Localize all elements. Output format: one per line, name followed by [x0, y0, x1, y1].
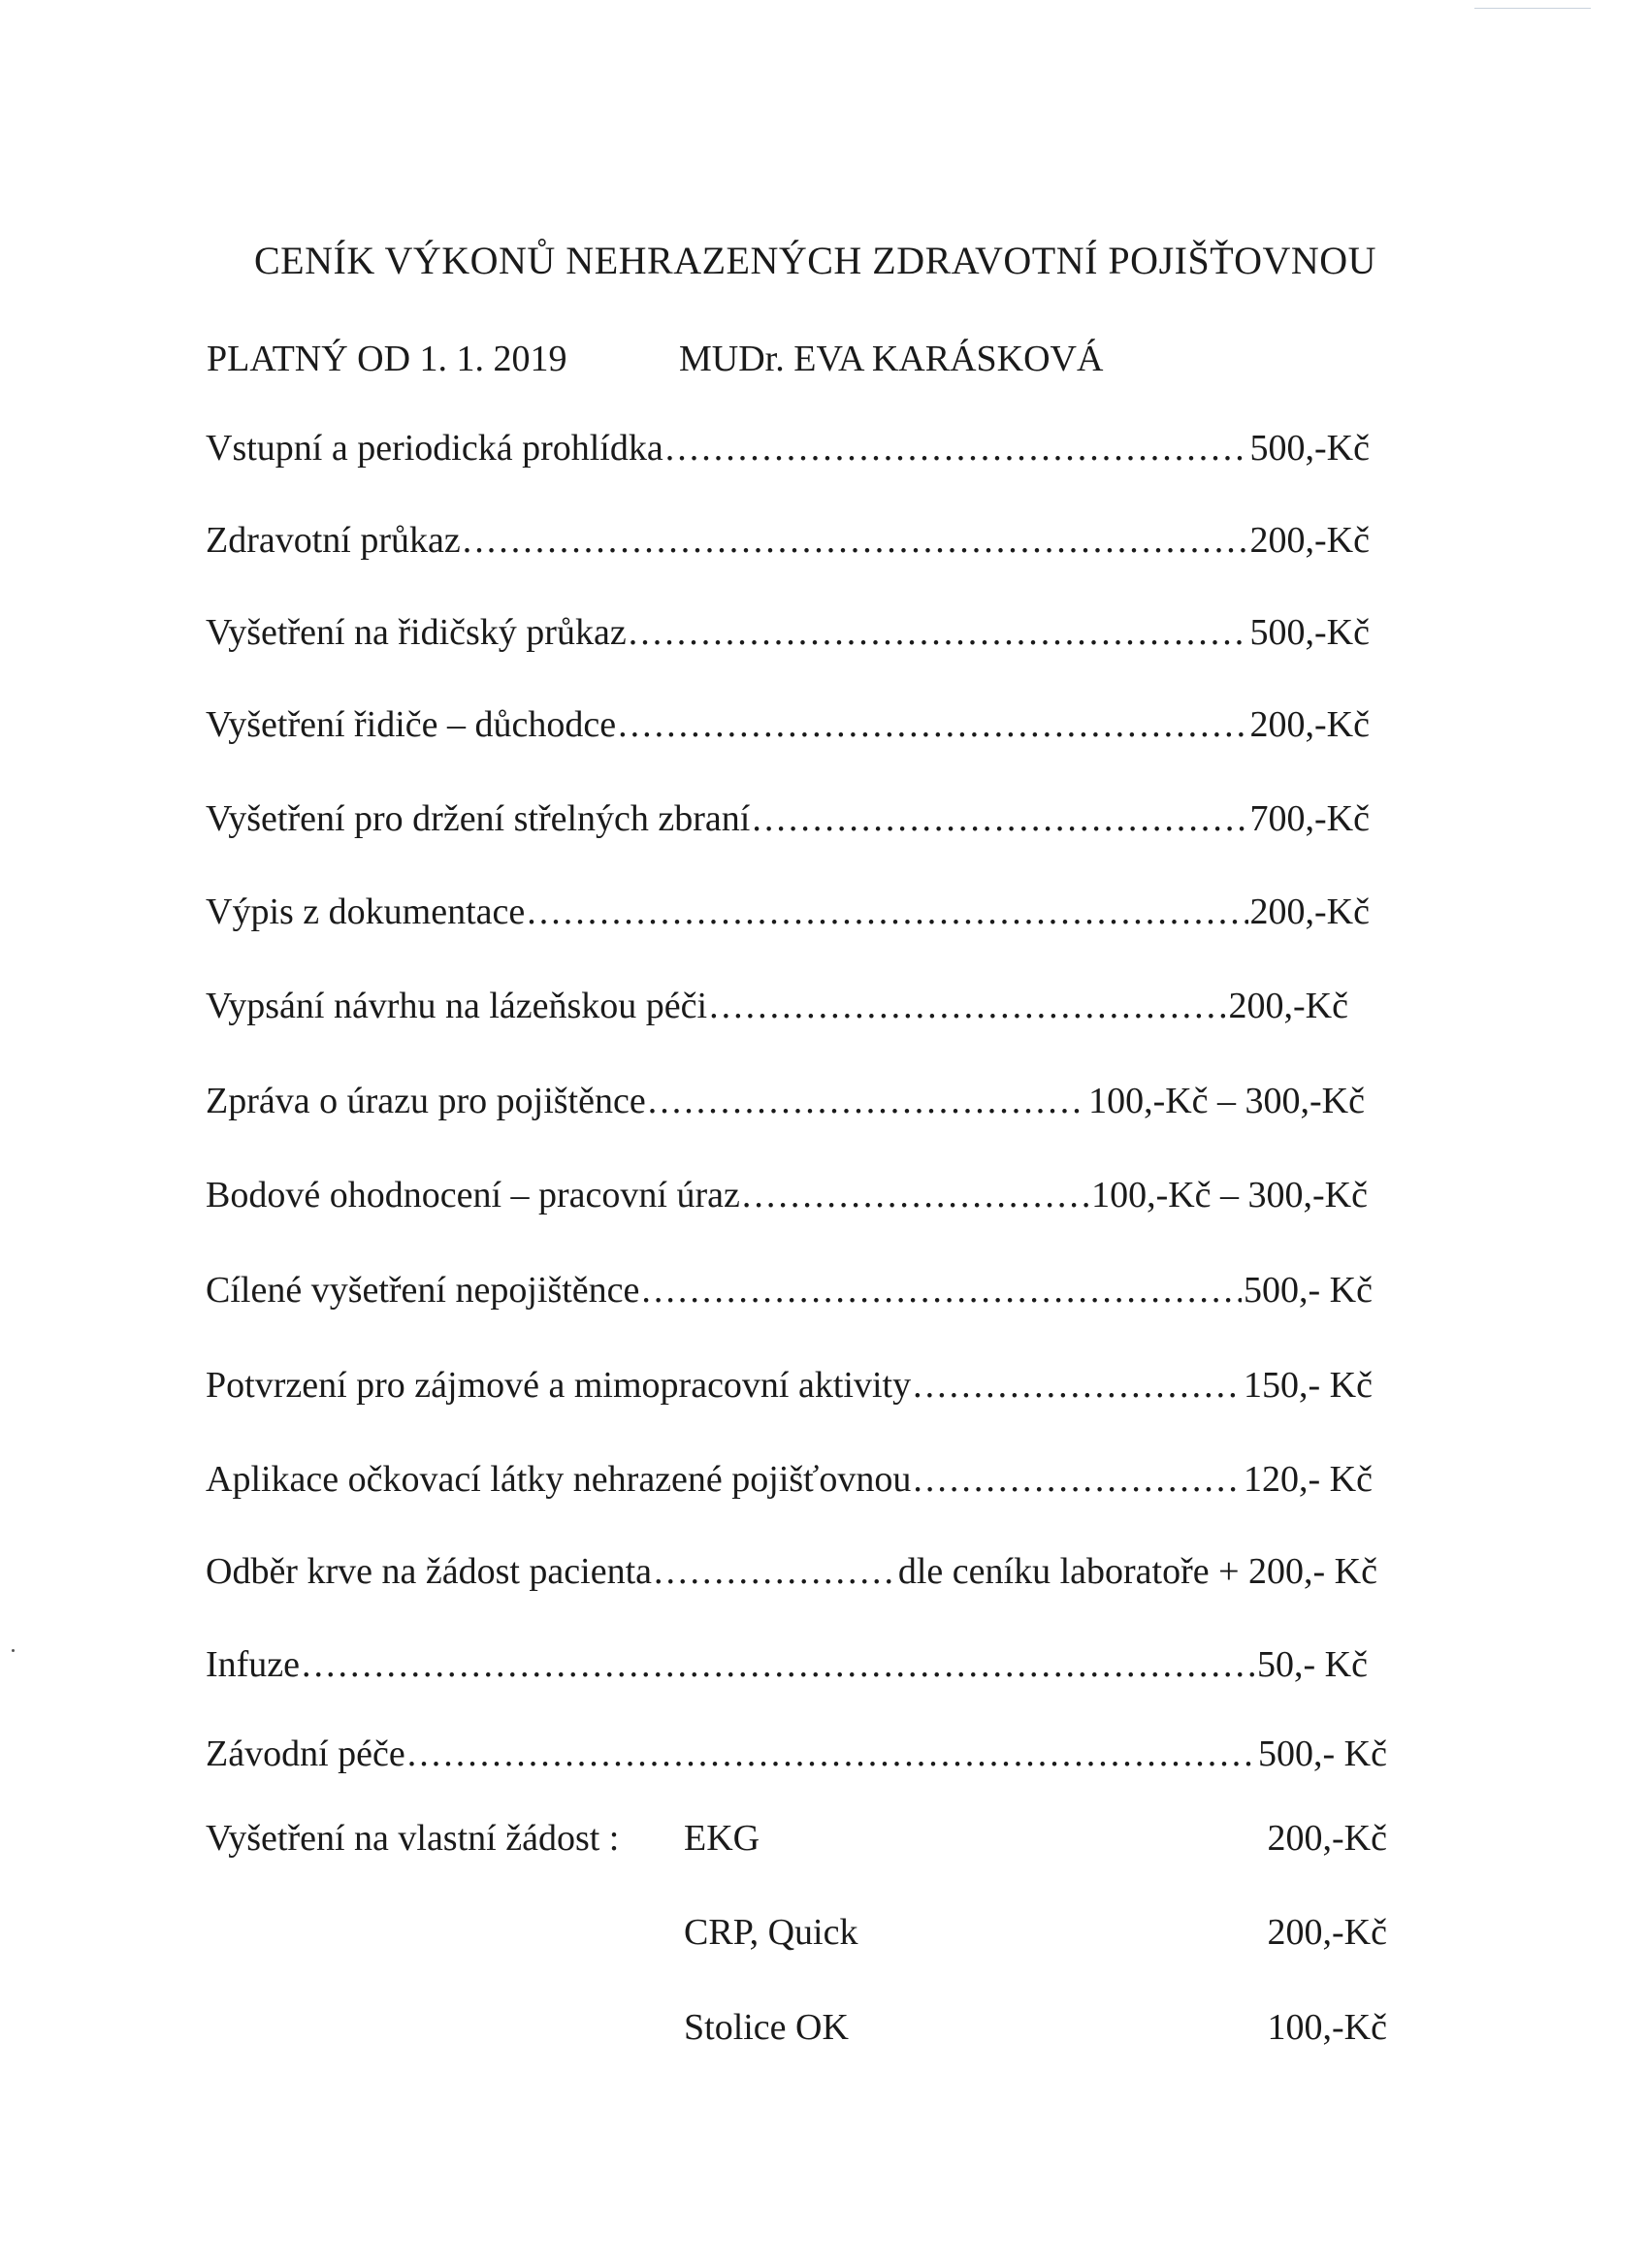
dot-leader — [913, 1364, 1242, 1407]
price-row — [206, 427, 1370, 470]
service-price: 100,-Kč – 300,-Kč — [1088, 1081, 1365, 1121]
price-row — [206, 1550, 1377, 1593]
service-price: 50,- Kč — [1257, 1644, 1368, 1685]
price-row — [206, 611, 1370, 654]
dot-leader — [752, 797, 1247, 840]
dot-leader — [709, 985, 1226, 1027]
service-label: Vypsání návrhu na lázeňskou péči — [206, 986, 708, 1026]
service-price: 150,- Kč — [1244, 1365, 1373, 1406]
dot-leader — [665, 427, 1248, 470]
service-label: Potvrzení pro zájmové a mimopracovní aktivity — [206, 1365, 912, 1406]
dot-leader — [648, 1080, 1086, 1122]
price-row — [206, 891, 1370, 933]
scan-artifact-line — [1474, 8, 1591, 9]
price-row — [206, 1080, 1365, 1122]
dot-leader — [913, 1458, 1242, 1501]
price-row — [206, 703, 1370, 746]
service-label: Závodní péče — [206, 1733, 405, 1774]
dot-leader — [527, 891, 1247, 933]
on-request-label: Vyšetření na vlastní žádost : — [206, 1818, 620, 1859]
price-row — [206, 985, 1348, 1027]
dot-leader — [302, 1643, 1255, 1686]
service-label: Odběr krve na žádost pacienta — [206, 1551, 653, 1592]
service-price: 500,- Kč — [1258, 1733, 1387, 1774]
service-label: Bodové ohodnocení – pracovní úraz — [206, 1175, 740, 1215]
service-label: Vyšetření pro držení střelných zbraní — [206, 798, 751, 839]
service-price: 500,- Kč — [1244, 1270, 1373, 1311]
price-row — [206, 1458, 1373, 1501]
price-row — [206, 1733, 1387, 1775]
service-price: dle ceníku laboratoře + 200,- Kč — [897, 1551, 1377, 1592]
service-price: 200,-Kč — [1249, 891, 1370, 932]
service-label: Vyšetření řidiče – důchodce — [206, 704, 617, 745]
service-price: 200,-Kč — [1249, 520, 1370, 561]
dot-leader — [463, 519, 1248, 562]
dot-leader — [629, 611, 1248, 654]
service-label: Infuze — [206, 1644, 301, 1685]
exam-price: 200,-Kč — [1267, 1912, 1387, 1953]
service-label: Aplikace očkovací látky nehrazené pojišťovnou — [206, 1459, 912, 1500]
price-row — [206, 797, 1370, 840]
service-price: 200,-Kč — [1228, 986, 1348, 1026]
service-label: Zpráva o úrazu pro pojištěnce — [206, 1081, 646, 1121]
service-label: Zdravotní průkaz — [206, 520, 461, 561]
price-row — [206, 1643, 1368, 1686]
dot-leader — [641, 1269, 1242, 1312]
price-row — [206, 1364, 1373, 1407]
exam-name: Stolice OK — [684, 2007, 849, 2048]
exam-price: 200,-Kč — [1267, 1818, 1387, 1859]
price-row — [206, 519, 1370, 562]
dot-leader — [742, 1174, 1089, 1216]
exam-price: 100,-Kč — [1267, 2007, 1387, 2048]
valid-from-date: PLATNÝ OD 1. 1. 2019 — [207, 339, 567, 379]
exam-name: CRP, Quick — [684, 1912, 858, 1953]
doctor-name: MUDr. EVA KARÁSKOVÁ — [679, 339, 1104, 379]
service-price: 100,-Kč – 300,-Kč — [1091, 1175, 1368, 1215]
service-label: Vyšetření na řidičský průkaz — [206, 612, 627, 653]
service-label: Cílené vyšetření nepojištěnce — [206, 1270, 640, 1311]
service-price: 200,-Kč — [1249, 704, 1370, 745]
price-row — [206, 1174, 1368, 1216]
service-label: Výpis z dokumentace — [206, 891, 526, 932]
dot-leader — [618, 703, 1247, 746]
service-price: 500,-Kč — [1249, 428, 1370, 469]
service-price: 700,-Kč — [1249, 798, 1370, 839]
scan-speck — [12, 1649, 15, 1652]
price-row — [206, 1269, 1373, 1312]
exam-name: EKG — [684, 1818, 760, 1859]
dot-leader — [407, 1733, 1256, 1775]
document-title: CENÍK VÝKONŮ NEHRAZENÝCH ZDRAVOTNÍ POJIŠŤOVNOU — [254, 239, 1377, 282]
service-price: 120,- Kč — [1244, 1459, 1373, 1500]
service-label: Vstupní a periodická prohlídka — [206, 428, 663, 469]
dot-leader — [654, 1550, 896, 1593]
service-price: 500,-Kč — [1249, 612, 1370, 653]
